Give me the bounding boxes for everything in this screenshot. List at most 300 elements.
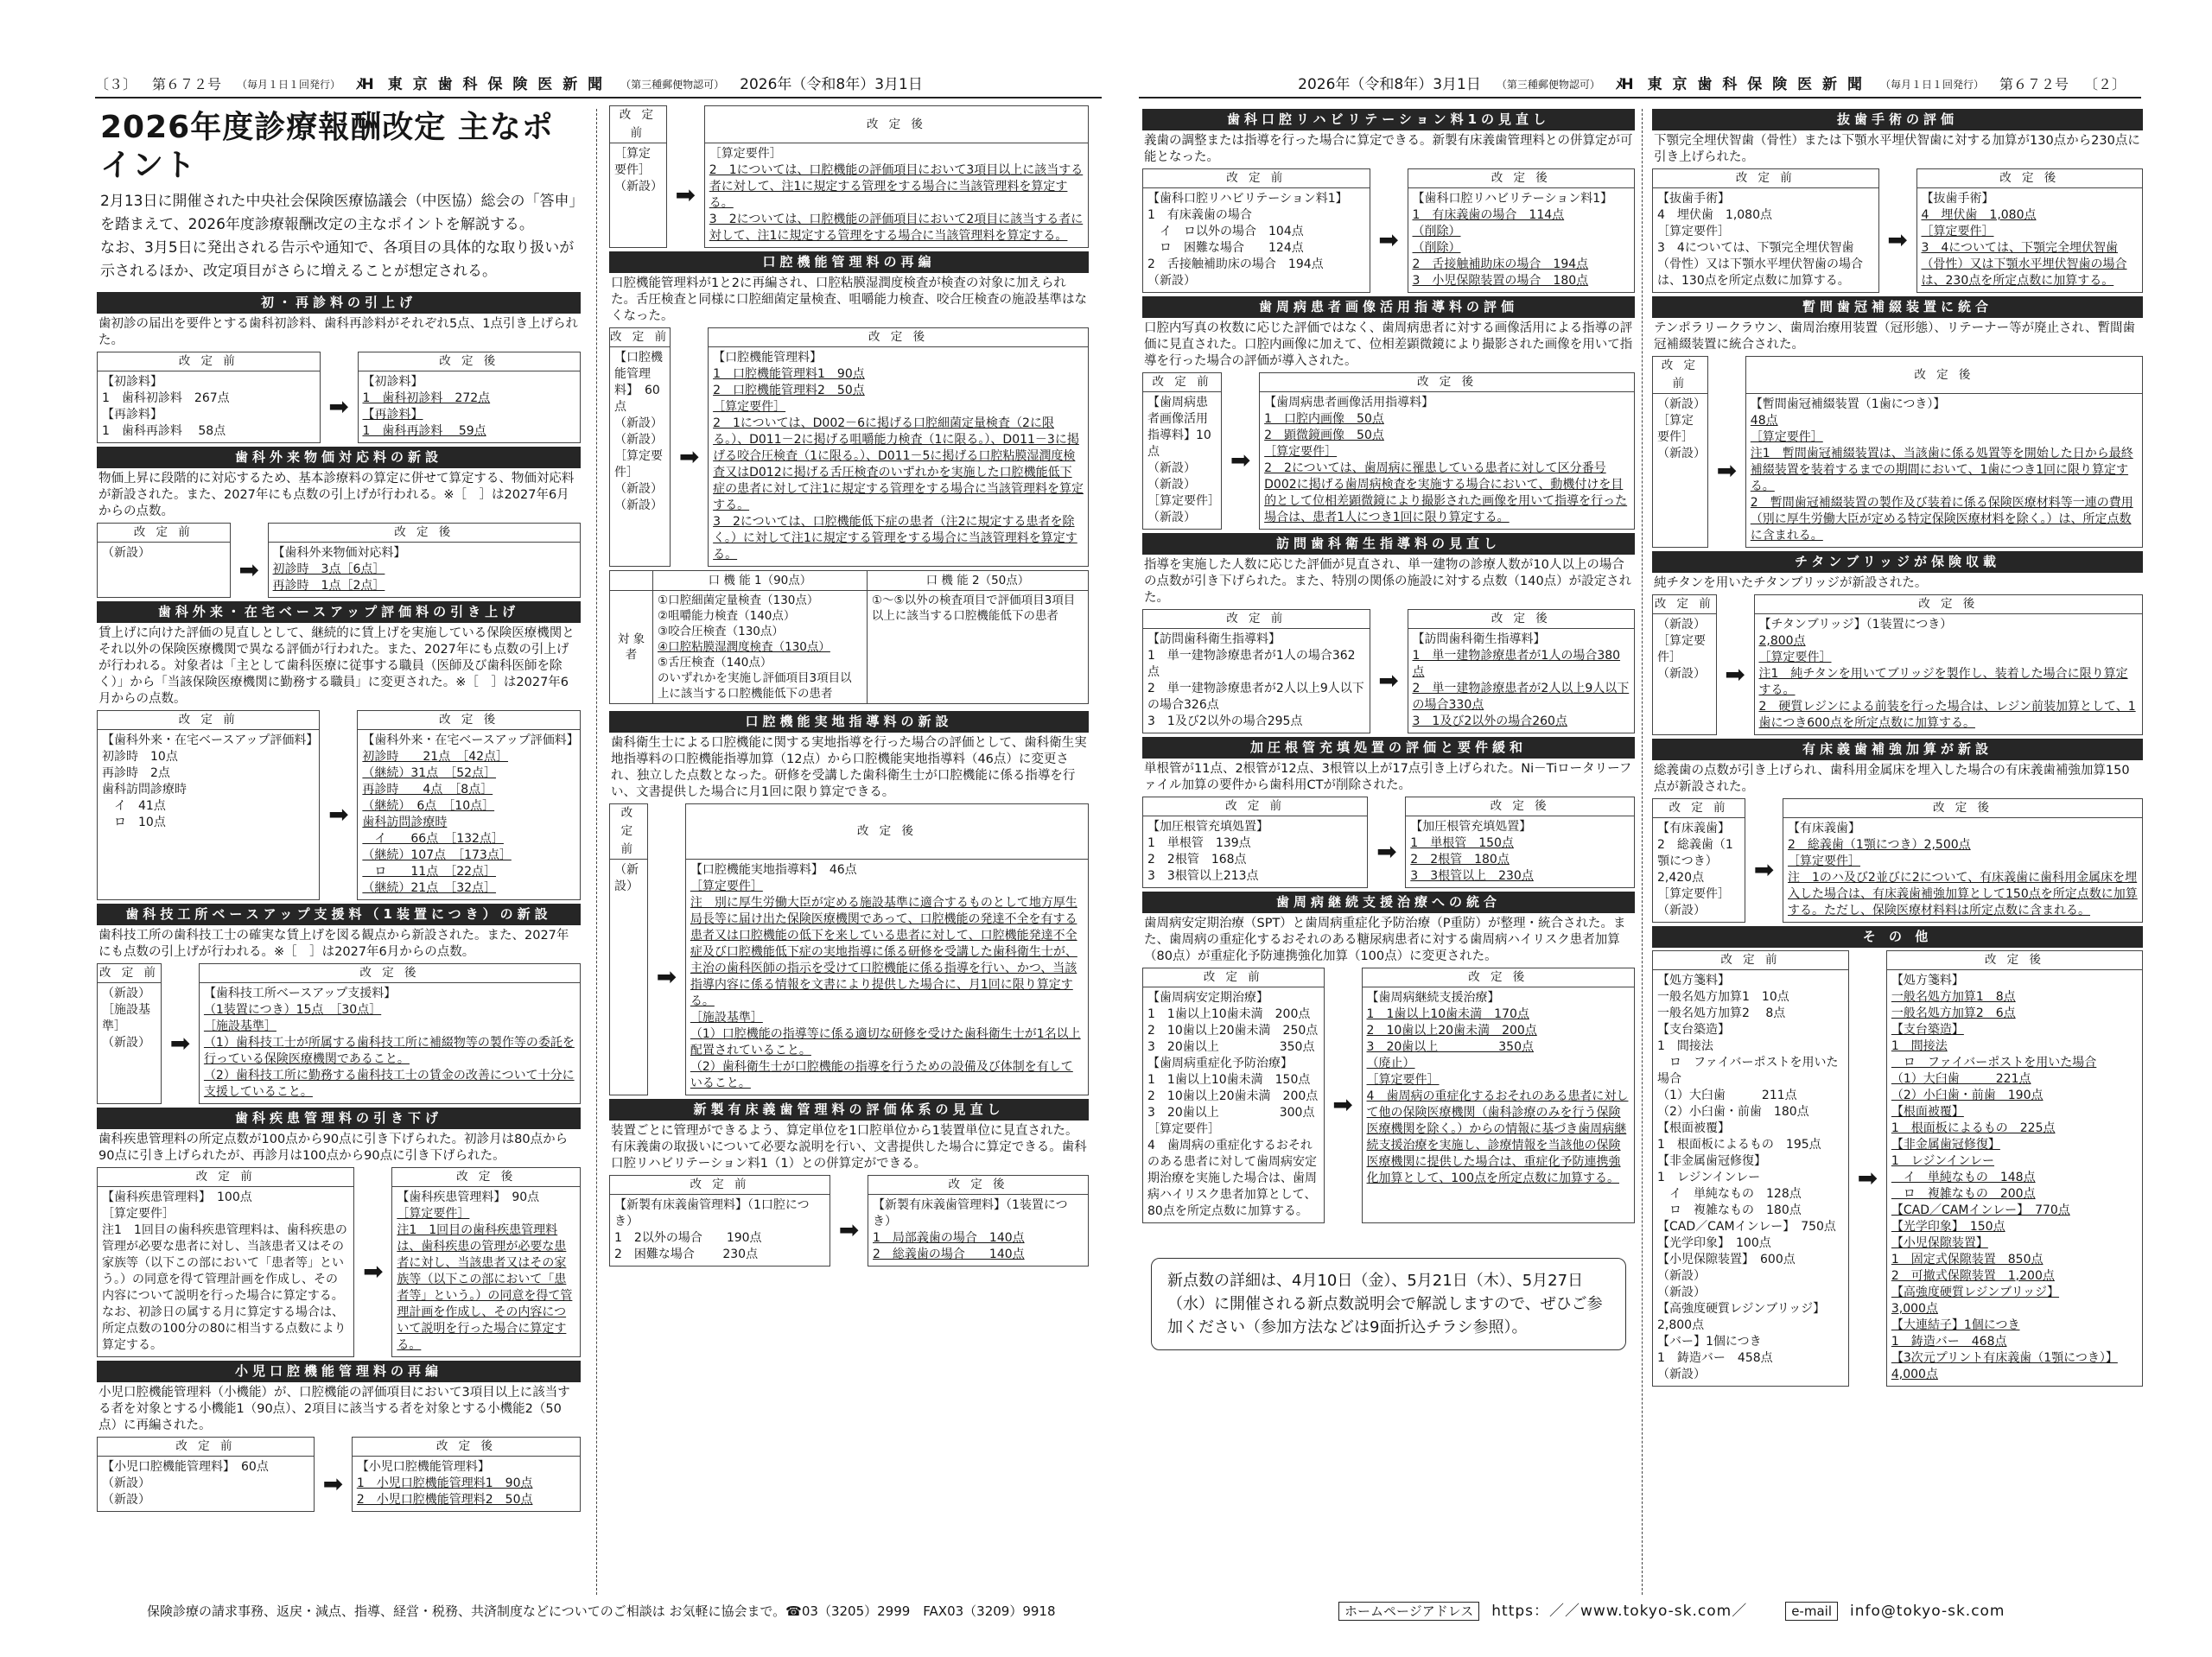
box-line: 【加圧根管充填処置】 <box>1410 820 1532 834</box>
box-line: 1 根面板によるもの 225点 <box>1891 1121 2056 1135</box>
after-box <box>709 347 1089 567</box>
article-section <box>1142 296 1635 530</box>
box-line: 3,000点 <box>1891 1302 1938 1316</box>
box-line: 【高強度硬質レジンブリッジ】 <box>1657 1302 1826 1316</box>
box-line: ［算定要件］ <box>1657 225 1730 238</box>
section-description: 下顎完全埋伏智歯（骨性）または下顎水平埋伏智歯に対する加算が130点から230点に引き上げられた。 <box>1654 134 2140 164</box>
section-description: 歯科衛生士による口腔機能に関する実地指導を行った場合の評価として、歯科衛生実地指導料の口腔機能指導加算（12点）から口腔機能実地指導料（46点）に変更され、独立した点数となった。研修を受講した歯科衛生士が口腔機能に係る指導を行い、文書提供した場合に月1回に限り算定できる。 <box>611 736 1087 799</box>
article-section <box>97 292 581 443</box>
issue-number: 第６７２号 <box>1999 76 2069 92</box>
revision-comparison <box>97 1167 581 1357</box>
box-line: 1 レジンインレー <box>1657 1171 1761 1184</box>
arrow-right-icon: ➡ <box>1378 666 1399 695</box>
box-line: 【処方箋料】 <box>1657 974 1730 987</box>
box-line: （新設） <box>1657 1269 1706 1283</box>
homepage-label: ホームページアドレス <box>1338 1602 1479 1621</box>
box-line: （1）歯科技工士が所属する歯科技工所に補綴物等の製作等の委託を行っている保険医療機関であること。 <box>203 1036 575 1066</box>
revision-comparison <box>1142 372 1635 530</box>
footer-contact <box>147 1600 1056 1622</box>
before-label: 改 定 前 <box>610 106 667 143</box>
box-line: 1 単一建物診療患者が1人の場合380点 <box>1412 649 1621 679</box>
box-line: ［算定要件］ <box>1147 1122 1220 1136</box>
table-corner <box>610 571 653 591</box>
before-box <box>98 1187 354 1357</box>
box-line: 2 2については、歯周病に罹患している患者に対して区分番号D002に掲げる歯周病検査を実施する場合において、動機付けを目的として位相差顕微鏡により撮影された画像を用いて指導を行った場合は、患者1人につき1回に限り算定する。 <box>1264 461 1628 524</box>
box-line: ロ 11点 ［22点］ <box>362 865 497 879</box>
article-section <box>1652 739 2143 923</box>
section-description: 歯科疾患管理料の所定点数が100点から90点に引き下げられた。初診月は80点から90点に引き上げられたが、再診月は100点から90点に引き下げられた。 <box>99 1133 569 1163</box>
before-label: 改 定 前 <box>1143 169 1370 188</box>
after-box <box>1745 394 2142 548</box>
after-label: 改 定 後 <box>358 352 581 371</box>
box-line: 1 有床義歯の場合 <box>1147 208 1252 222</box>
spacer <box>647 804 685 860</box>
arrow-right-icon: ➡ <box>169 1028 191 1057</box>
box-line: ［施設基準］ <box>203 1019 276 1033</box>
box-line: 1 歯科再診料 59点 <box>362 424 486 438</box>
section-description: 歯初診の届出を要件とする歯科初診料、歯科再診料がそれぞれ5点、1点引き上げられた。 <box>99 317 578 347</box>
box-line: 3 4については、下顎完全埋伏智歯（骨性）又は下顎水平埋伏智歯の場合は、230点を所定点数に加算する。 <box>1921 241 2127 288</box>
box-line: 2,800点 <box>1758 634 1806 648</box>
before-label: 改 定 前 <box>1653 595 1717 614</box>
spacer <box>1716 595 1754 614</box>
box-line: 48点 <box>1750 414 1778 428</box>
box-line: イ 単純なもの 148点 <box>1891 1171 2036 1184</box>
box-line: 2 困難な場合 230点 <box>614 1248 759 1261</box>
arrow-right-icon: ➡ <box>328 800 349 828</box>
before-box <box>1653 818 1745 923</box>
box-line: イ 41点 <box>102 799 166 813</box>
section-heading: 有床義歯補強加算が新設 <box>1652 739 2143 760</box>
box-line: （新設） <box>614 416 663 430</box>
section-description: 口腔内写真の枚数に応じた評価ではなく、歯周病患者に対する画像活用による指導の評価に見直された。口腔内画像に加えて、位相差顕微鏡により撮影された画像を用いて指導を行った場合の評価が導入された。 <box>1144 321 1633 368</box>
spacer <box>1324 968 1362 987</box>
box-line: 1 小児口腔機能管理料1 90点 <box>356 1476 533 1490</box>
section-description: 純チタンを用いたチタンブリッジが新設された。 <box>1654 576 1928 590</box>
arrow-right-icon: ➡ <box>1332 1090 1353 1119</box>
box-line: （新設） <box>102 1476 150 1490</box>
box-line: 1 鋳造バー 468点 <box>1891 1335 2007 1349</box>
after-label: 改 定 後 <box>1886 951 2142 970</box>
box-line: 2 総義歯（1顎につき）2,420点 <box>1657 838 1733 885</box>
section-heading: 歯周病継続支援治療への統合 <box>1142 892 1635 913</box>
box-line: ［算定要件］ <box>1147 494 1220 508</box>
box-line: 再診時 2点 <box>102 766 170 780</box>
box-line: 歯科訪問診療時 <box>102 783 187 797</box>
before-label: 改 定 前 <box>1653 951 1849 970</box>
box-line: （削除） <box>1412 225 1461 238</box>
box-line: 【バー】1個につき <box>1657 1335 1762 1349</box>
box-line: 1 間接法 <box>1657 1039 1713 1053</box>
before-box <box>610 860 648 1095</box>
box-line: 2 単一建物診療患者が2人以上9人以下の場合326点 <box>1147 682 1364 712</box>
box-line: 【非金属歯冠修復】 <box>1891 1138 2000 1152</box>
article-section <box>1652 551 2143 735</box>
box-line: ［算定要件］ <box>102 1207 175 1221</box>
box-line: 【支台築造】 <box>1657 1023 1730 1037</box>
after-label: 改 定 後 <box>392 1168 581 1187</box>
box-line: （新設） <box>1147 461 1196 475</box>
box-line: ［施設基準］ <box>690 1011 763 1025</box>
after-box <box>1260 392 1635 530</box>
after-box <box>352 1457 580 1512</box>
before-label: 改 定 前 <box>1653 169 1879 188</box>
after-box <box>868 1195 1089 1267</box>
box-line: イ 単純なもの 128点 <box>1657 1187 1802 1201</box>
section-heading: チタンブリッジが保険収載 <box>1652 551 2143 573</box>
arrow-right-icon: ➡ <box>238 555 259 584</box>
logo-icon: ﾒH <box>356 76 372 93</box>
section-description: 義歯の調整または指導を行った場合に算定できる。新製有床義歯管理料との併算定が可能となった。 <box>1144 134 1633 164</box>
box-line: ［算定要件］ <box>1758 651 1832 664</box>
box-line: 【歯周病安定期治療】 <box>1147 991 1268 1005</box>
box-line: 4 埋伏歯 1,080点 <box>1657 208 1772 222</box>
email-link[interactable]: info@tokyo-sk.com <box>1849 1603 2005 1620</box>
box-line: 2 総義歯（1顎につき）2,500点 <box>1788 838 1971 852</box>
column-4 <box>1652 105 2143 1591</box>
box-line: （2）小臼歯・前歯 180点 <box>1657 1105 1809 1119</box>
box-line: （新設） <box>1147 274 1196 288</box>
table-header: 口 機 能 1（90点） <box>653 571 868 591</box>
revision-comparison <box>1652 356 2143 548</box>
before-box <box>98 983 162 1104</box>
arrow-right-icon: ➡ <box>1887 225 1908 254</box>
section-heading: 暫間歯冠補綴装置に統合 <box>1652 296 2143 318</box>
box-line: 【口腔機能実地指導料】 46点 <box>690 863 857 877</box>
box-line: ロ 10点 <box>102 816 166 829</box>
after-box <box>685 860 1088 1095</box>
spacer <box>1878 169 1916 188</box>
box-line: 注 別に厚生労働大臣が定める施設基準に適合するものとして地方厚生局長等に届け出た保険医療機関であって、口腔機能の発達不全を有する患者又は口腔機能の低下を来している患者に対して、口腔機能発達不全症及び口腔機能低下症の実地指導に係る研修を受講した歯科衛生士が、主治の歯科医師の指示を受けて口腔機能に係る指導を行い、かつ、当該指導内容に係る情報を文書により提供した場合に、月1回に限り算定する。 <box>690 896 1077 1008</box>
footer-links <box>1326 1600 2031 1622</box>
arrow-right-icon: ➡ <box>1378 225 1399 254</box>
section-heading: 初・再診料の引上げ <box>97 292 581 314</box>
after-label: 改 定 後 <box>358 711 581 730</box>
box-line: 【歯周病重症化予防治療】 <box>1147 1057 1293 1070</box>
box-line: 【口腔機能管理料】 <box>713 351 823 365</box>
spacer <box>671 328 709 347</box>
box-line: （新設） <box>102 987 150 1000</box>
after-box <box>1408 629 1635 733</box>
article-section <box>97 1108 581 1357</box>
header-right <box>1139 73 2141 98</box>
section-description: 装置ごとに管理ができるよう、算定単位を1口腔単位から1装置単位に見直された。有床義歯の取扱いについて必要な説明を行い、文書提供した場合に算定できる。歯科口腔リハビリテーション料1（1）との併算定ができる。 <box>611 1124 1087 1171</box>
section-heading: 歯周病患者画像活用指導料の評価 <box>1142 296 1635 318</box>
box-line: ④口腔粘膜湿潤度検査（130点） <box>658 640 830 654</box>
column-3 <box>1142 105 1635 1591</box>
section-description: 歯科技工所の歯科技工士の確実な賃上げを図る観点から新設された。また、2027年にも点数の引上げが行われる。※［ ］は2027年6月からの点数。 <box>99 929 569 959</box>
box-line: （新設） <box>102 1493 150 1507</box>
box-line: 【歯科口腔リハビリテーション料1】 <box>1412 192 1613 206</box>
box-line: 1 有床義歯の場合 114点 <box>1412 208 1565 222</box>
after-label: 改 定 後 <box>704 106 1088 143</box>
after-label: 改 定 後 <box>199 964 580 983</box>
arrow-right-icon: ➡ <box>1857 1163 1878 1192</box>
box-line: 再診時 4点 ［8点］ <box>362 783 493 797</box>
revision-comparison <box>1652 168 2143 293</box>
section-heading: 加圧根管充填処置の評価と要件緩和 <box>1142 737 1635 759</box>
box-line: 1 歯科再診料 58点 <box>102 424 226 438</box>
section-heading: 抜歯手術の評価 <box>1652 109 2143 130</box>
article-section <box>609 105 1089 248</box>
spacer <box>1848 951 1886 970</box>
article-section <box>609 251 1089 567</box>
box-line: 1 鋳造バー 458点 <box>1657 1351 1773 1365</box>
box-line: （廃止） <box>1366 1057 1415 1070</box>
box-line: 【有床義歯】 <box>1657 822 1730 835</box>
box-line: ロ ファイバーポストを用いた場合 <box>1891 1056 2097 1070</box>
box-line: ［算定要件］ <box>1750 430 1823 444</box>
spacer <box>1222 373 1260 392</box>
box-line: （新設） <box>614 180 663 194</box>
after-label: 改 定 後 <box>1408 610 1635 629</box>
box-line: 4 埋伏歯 1,080点 <box>1921 208 2037 222</box>
box-line: （継続）31点 ［52点］ <box>362 766 497 780</box>
issue-number: 第６７２号 <box>152 76 222 92</box>
after-box <box>1362 987 1634 1223</box>
box-line: 【大連結子】1個につき <box>1891 1318 2020 1332</box>
after-box <box>392 1187 581 1357</box>
before-label: 改 定 前 <box>98 1168 354 1187</box>
box-line: ［算定要件］ <box>1788 854 1861 868</box>
section-heading: 口腔機能管理料の再編 <box>609 251 1089 273</box>
box-line: 【有床義歯】 <box>1788 822 1861 835</box>
box-line: ［算定要件］ <box>1657 887 1730 901</box>
box-line: 【小児保隙装置】 <box>1891 1236 1988 1250</box>
box-line: 3 3根管以上213点 <box>1147 869 1259 883</box>
box-line: （新設） <box>1657 667 1706 681</box>
spacer <box>1370 610 1408 629</box>
before-box <box>98 730 320 900</box>
box-line: 【小児保隙装置】 600点 <box>1657 1253 1796 1267</box>
after-label: 改 定 後 <box>685 804 1088 860</box>
box-line: （1装置につき）15点 ［30点］ <box>203 1003 382 1017</box>
box-line: 【訪問歯科衛生指導料】 <box>1412 632 1546 646</box>
box-line: 【CAD／CAMインレー】 770点 <box>1891 1203 2070 1217</box>
before-box <box>1143 188 1370 293</box>
before-box <box>98 1457 315 1512</box>
box-line: 【CAD／CAMインレー】 750点 <box>1657 1220 1836 1234</box>
capability-table <box>609 570 1089 704</box>
section-description: 賃上げに向けた評価の見直しとして、継続的に賃上げを実施している保険医療機関とそれ以外の保険医療機関で異なる評価が行われた。また、2027年にも点数の引上げが行われる。対象者は「主として歯科医療に従事する職員（医師及び歯科医師を除く）」から「当該保険医療機関に勤務する職員」に変更された。※［ ］は2027年6月からの点数。 <box>99 626 575 706</box>
section-heading: 歯科外来物価対応料の新設 <box>97 447 581 468</box>
box-line: 2 10歯以上20歯未満 250点 <box>1147 1024 1319 1038</box>
box-line: ［算定要件］ <box>614 147 651 177</box>
box-line: ［算定要件］ <box>614 449 663 479</box>
article-section <box>1652 296 2143 548</box>
box-line: 2 舌接触補助床の場合 194点 <box>1412 257 1589 271</box>
box-line: 1 レジンインレー <box>1891 1154 1995 1168</box>
box-line: （新設） <box>102 1036 150 1050</box>
before-label: 改 定 前 <box>1653 799 1745 818</box>
before-box <box>1653 970 1849 1387</box>
revision-comparison <box>609 105 1089 248</box>
box-line: 1 単一建物診療患者が1人の場合362点 <box>1147 649 1356 679</box>
box-line: ［算定要件］ <box>709 147 782 161</box>
after-label: 改 定 後 <box>709 328 1089 347</box>
section-description: 歯周病安定期治療（SPT）と歯周病重症化予防治療（P重防）が整理・統合された。また、歯周病の重症化するおそれのある糖尿病患者に対する歯周病ハイリスク患者加算（80点）が重症化予防連携強化加算（100点）に変更された。 <box>1144 917 1626 963</box>
box-line: ロ 複雑なもの 180点 <box>1657 1203 1802 1217</box>
box-line: 【新製有床義歯管理料】（1装置につき） <box>873 1198 1068 1228</box>
section-heading: 歯科技工所ベースアップ支援料（1装置につき）の新設 <box>97 904 581 925</box>
after-label: 改 定 後 <box>352 1438 580 1457</box>
after-label: 改 定 後 <box>1406 797 1635 816</box>
box-line: 【口腔機能管理料】 60点 <box>614 351 663 414</box>
revision-comparison <box>97 710 581 900</box>
box-line: 【再診料】 <box>102 408 162 422</box>
arrow-right-icon: ➡ <box>1725 659 1745 689</box>
box-line: ［算定要件］ <box>1657 414 1694 444</box>
lead-paragraph-2: なお、3月5日に発出される告示や通知で、各項目の具体的な取り扱いが示されるほか、改定項目がさらに増えることが想定される。 <box>100 239 575 280</box>
box-line: （1）口腔機能の指導等に係る適切な研修を受けた歯科衛生士が1名以上配置されていること。 <box>690 1027 1081 1057</box>
after-label: 改 定 後 <box>1783 799 2143 818</box>
box-line: 3 小児保隙装置の場合 180点 <box>1412 274 1589 288</box>
box-line: 一般名処方加算2 6点 <box>1891 1006 2016 1020</box>
before-box <box>1653 394 1708 548</box>
after-box <box>358 371 581 443</box>
box-line: 2,800点 <box>1657 1318 1705 1332</box>
box-line: 【歯科疾患管理料】 100点 <box>102 1190 252 1204</box>
table-row-head: 対 象 者 <box>610 591 653 704</box>
column-2 <box>609 105 1089 1591</box>
box-line: 3 2については、口腔機能低下症の患者（注2に規定する患者を除く。）に対して注1に規定する管理をする場合に当該管理料を算定する。 <box>713 515 1077 562</box>
box-line: （新設） <box>1657 904 1706 917</box>
box-line: 【加圧根管充填処置】 <box>1147 820 1268 834</box>
box-line: のいずれかを実施し評価項目3項目以上に該当する口腔機能低下の患者 <box>658 671 852 701</box>
spacer <box>666 106 704 143</box>
box-line: 【歯科外来・在宅ベースアップ評価料】 <box>102 733 319 747</box>
box-line: ［算定要件］ <box>1264 445 1338 459</box>
lead-paragraph-1: 2月13日に開催された中央社会保険医療協議会（中医協）総会の「答申」を踏まえて、2026年度診療報酬改定の主なポイントを解説する。 <box>100 193 576 233</box>
box-line: 3 20歯以上 350点 <box>1366 1040 1534 1054</box>
box-line: （2）歯科技工所に勤務する歯科技工士の賃金の改善について十分に支援していること。 <box>203 1069 575 1099</box>
box-line: 【歯周病継続支援治療】 <box>1366 991 1500 1005</box>
box-line: 1 固定式保隙装置 850点 <box>1891 1253 2044 1267</box>
paper-name: 東 京 歯 科 保 険 医 新 聞 <box>387 76 606 93</box>
box-line: 1 単根管 150点 <box>1410 836 1514 850</box>
section-description: 総義歯の点数が引き上げられ、歯科用金属床を埋入した場合の有床義歯補強加算150点が新設された。 <box>1654 764 2130 794</box>
arrow-right-icon: ➡ <box>1753 855 1775 884</box>
before-box <box>1143 392 1222 530</box>
box-line: 1 単根管 139点 <box>1147 836 1251 850</box>
box-line: 注1 暫間歯冠補綴装置は、当該歯に係る処置等を開始した日から最終補綴装置を装着するまでの期間において、1歯につき1回に限り算定する。 <box>1750 447 2133 493</box>
frequency: （毎月１日１回発行） <box>1879 79 1984 91</box>
box-line: 【抜歯手術】 <box>1921 192 1994 206</box>
page-number: 〔３〕 <box>95 76 137 92</box>
arrow-right-icon: ➡ <box>322 1469 344 1498</box>
box-line: （新設） <box>1657 397 1706 411</box>
section-description: テンポラリークラウン、歯周治療用装置（冠形態）、リテーナー等が廃止され、暫間歯冠補綴装置に統合された。 <box>1654 321 2135 352</box>
box-line: ③咬合圧検査（130点） <box>658 625 784 638</box>
section-description: 物価上昇に段階的に対応するため、基本診療料の算定に併せて算定する、物価対応料が新設された。また、2027年にも点数の引上げが行われる。※［ ］は2027年6月からの点数。 <box>99 472 575 518</box>
table-cell <box>653 591 868 704</box>
box-line: （新設） <box>1657 618 1706 632</box>
box-line: 2 1については、口腔機能の評価項目において3項目以上に該当する者に対して、注1に規定する管理をする場合に当該管理料を算定する。 <box>709 163 1084 210</box>
box-line: ①～⑤以外の検査項目で評価項目3項目以上に該当する口腔機能低下の患者 <box>871 594 1076 623</box>
box-line: 2 10歯以上20歯未満 200点 <box>1366 1024 1537 1038</box>
box-line: ［施設基準］ <box>102 1003 150 1033</box>
frequency: （毎月１日１回発行） <box>237 79 341 91</box>
box-line: （継続） 6点 ［10点］ <box>362 799 495 813</box>
revision-comparison <box>1652 798 2143 923</box>
section-description: 口腔機能管理料が1と2に再編され、口腔粘膜湿潤度検査が検査の対象に加えられた。舌圧検査と同様に口腔細菌定量検査、咀嚼能力検査、咬合圧検査の施設基準はなくなった。 <box>611 276 1087 323</box>
box-line: 1 1歯以上10歯未満 150点 <box>1147 1073 1311 1087</box>
before-box <box>98 543 231 598</box>
article-section <box>1652 109 2143 293</box>
arrow-right-icon: ➡ <box>328 392 349 421</box>
box-line: 2 口腔機能管理料2 50点 <box>713 384 865 397</box>
box-line: 【歯周病患者画像活用指導料】 <box>1264 396 1434 409</box>
box-line: 3 20歯以上 300点 <box>1147 1106 1315 1120</box>
box-line: （継続）21点 ［32点］ <box>362 881 497 895</box>
box-line: イ ロ以外の場合 104点 <box>1147 225 1304 238</box>
box-line: 【歯科疾患管理料】 90点 <box>397 1190 540 1204</box>
revision-comparison <box>1652 950 2143 1387</box>
box-line: 3 20歯以上 350点 <box>1147 1040 1315 1054</box>
section-description: 小児口腔機能管理料（小機能）が、口腔機能の評価項目において3項目以上に該当する者を対象とする小機能1（90点）、2項目に該当する者を対象とする小機能2（50点）に再編された。 <box>99 1386 570 1432</box>
box-line: ロ 複雑なもの 200点 <box>1891 1187 2036 1201</box>
after-label: 改 定 後 <box>1260 373 1635 392</box>
page-number: 〔２〕 <box>2083 76 2126 92</box>
after-label: 改 定 後 <box>1362 968 1634 987</box>
box-line: （1）大臼歯 211点 <box>1657 1089 1797 1102</box>
contact-text: 保険診療の請求事務、返戻・減点、指導、経営・税務、共済制度などについてのご相談は お気軽に協会まで。☎03（3205）2999 FAX03（3209）9918 <box>147 1603 1056 1619</box>
box-line: 【訪問歯科衛生指導料】 <box>1147 632 1281 646</box>
revision-comparison <box>97 963 581 1104</box>
box-line: （新設） <box>614 863 639 893</box>
spacer <box>1370 169 1408 188</box>
spacer <box>1707 357 1745 394</box>
article-section <box>1652 926 2143 1387</box>
box-line: 【歯科口腔リハビリテーション料1】 <box>1147 192 1348 206</box>
column-divider <box>1642 109 1643 1595</box>
before-label: 改 定 前 <box>98 964 162 983</box>
box-line: イ 66点 ［132点］ <box>362 832 504 846</box>
box-line: 【歯科技工所ベースアップ支援料】 <box>203 987 397 1000</box>
box-line: 4 歯周病の重症化するおそれのある患者に対して他の保険医療機関（歯科診療のみを行う保険医療機関を除く。）からの情報に基づき歯周病継続支援治療を実施し、診療情報を当該他の保険医療機関に提供した場合は、重症化予防連携強化加算として、100点を所定点数に加算する。 <box>1366 1089 1629 1185</box>
paper-name: 東 京 歯 科 保 険 医 新 聞 <box>1647 76 1865 93</box>
spacer <box>314 1438 352 1457</box>
box-line: （新設） <box>614 482 663 496</box>
box-line: ［算定要件］ <box>1366 1073 1440 1087</box>
after-box <box>704 143 1088 248</box>
revision-comparison <box>609 327 1089 567</box>
box-line: 1 1歯以上10歯未満 200点 <box>1147 1007 1311 1021</box>
revision-comparison <box>97 1437 581 1512</box>
box-line: 【歯科外来・在宅ベースアップ評価料】 <box>362 733 579 747</box>
after-box <box>1886 970 2142 1387</box>
after-label: 改 定 後 <box>868 1176 1089 1195</box>
before-label: 改 定 前 <box>98 1438 315 1457</box>
box-line: （2）歯科衛生士が口腔機能の指導を行うための設備及び体制を有していること。 <box>690 1060 1073 1090</box>
box-line: 3 1及び2以外の場合260点 <box>1412 714 1567 728</box>
box-line: 2 可撤式保隙装置 1,200点 <box>1891 1269 2055 1283</box>
before-box <box>610 347 671 567</box>
before-box <box>1143 987 1325 1223</box>
box-line: 注1 1回目の歯科疾患管理料は、歯科疾患の管理が必要な患者に対し、当該患者又はその家族等（以下この部において「患者等」という。）の同意を得て管理計画を作成し、その内容について説明を行った場合に算定する。 <box>397 1223 573 1352</box>
column-1 <box>97 105 581 1591</box>
homepage-link[interactable]: https：／／www.tokyo-sk.com／ <box>1491 1603 1748 1620</box>
box-line: ［算定要件］ <box>1657 634 1706 664</box>
box-line: （継続）107点 ［173点］ <box>362 848 512 862</box>
box-line: 注1 1回目の歯科疾患管理料は、歯科疾患の管理が必要な患者に対し、当該患者又はその家族等（以下この部において「患者等」という。）の同意を得て管理計画を作成し、その内容について説明を行った場合に算定する。なお、初診日の属する月に算定する場合は、所定点数の100分の80に相当する点数により算定する。 <box>102 1223 347 1352</box>
box-line: 【チタンブリッジ】（1装置につき） <box>1758 618 1953 632</box>
revision-comparison <box>1652 594 2143 735</box>
box-line: 1 歯科初診料 272点 <box>362 391 491 405</box>
box-line: 1 2以外の場合 190点 <box>614 1231 762 1245</box>
box-line: 3 2については、口腔機能の評価項目において2項目に該当する者に対して、注1に規定する管理をする場合に当該管理料を算定する。 <box>709 213 1084 243</box>
box-line: 2 小児口腔機能管理料2 50点 <box>356 1493 533 1507</box>
